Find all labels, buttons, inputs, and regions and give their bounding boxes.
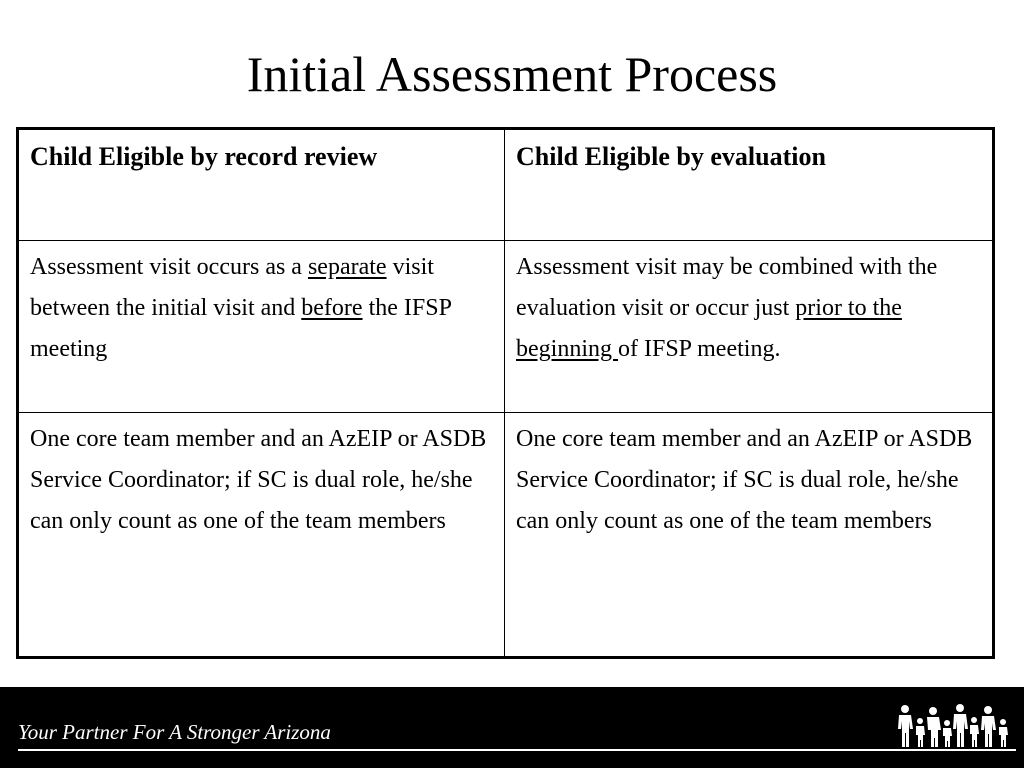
underlined-text: before — [301, 295, 363, 321]
cell-text: the IFSP meeting — [30, 295, 452, 362]
assessment-visit-evaluation — [505, 241, 994, 413]
team-requirement-record-review: One core team member and an AzEIP or ASDB Service Coordinator; if SC is dual role, he/she can only count as one of the team members — [18, 413, 505, 658]
cell-text: Assessment visit occurs as a — [30, 254, 308, 280]
page-title: Initial Assessment Process — [246, 46, 778, 102]
footer-divider — [18, 749, 1016, 751]
table-row — [18, 241, 994, 413]
cell-text: visit between the initial visit and — [30, 254, 434, 321]
team-requirement-evaluation: One core team member and an AzEIP or ASDB Service Coordinator; if SC is dual role, he/she can only count as one of the team members — [505, 413, 994, 658]
cell-text: of IFSP meeting. — [618, 336, 781, 362]
assessment-visit-record-review — [18, 241, 505, 413]
cell-text: Assessment visit may be combined with the evaluation visit or occur just — [516, 254, 938, 321]
table-header-row — [18, 129, 994, 241]
footer-tagline: Your Partner For A Stronger Arizona — [18, 720, 331, 744]
family-silhouettes-icon — [893, 703, 1015, 749]
footer-bar — [0, 687, 1024, 768]
underlined-text: separate — [307, 254, 387, 280]
underlined-text: prior to the beginning — [516, 295, 902, 362]
assessment-comparison-table — [16, 127, 995, 659]
header-evaluation: Child Eligible by evaluation — [505, 129, 994, 241]
header-record-review: Child Eligible by record review — [18, 129, 505, 241]
table-row — [18, 413, 994, 658]
